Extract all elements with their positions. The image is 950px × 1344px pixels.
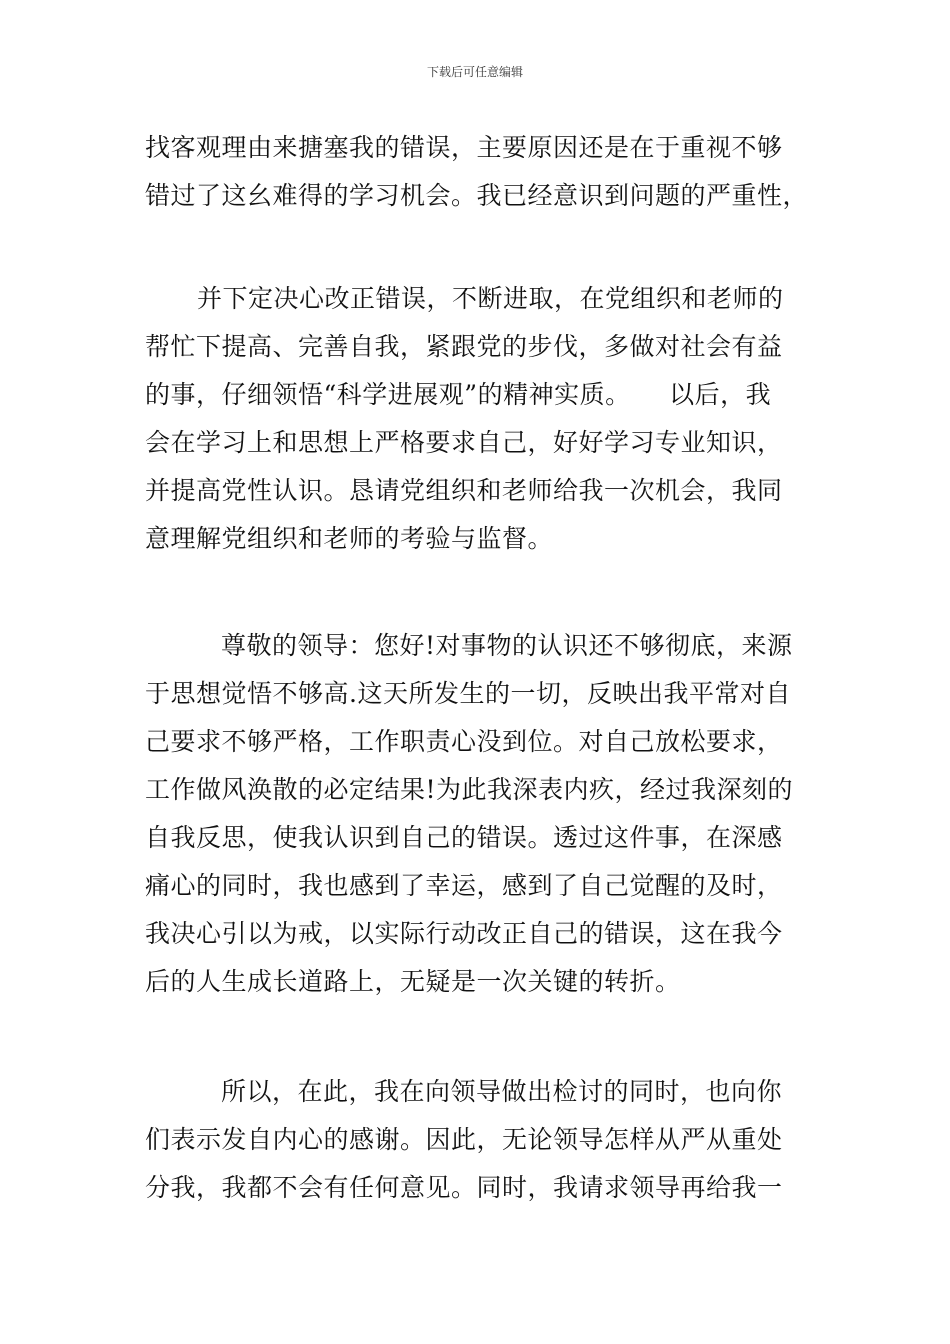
paragraph-line: 意理解党组织和老师的考验与监督。 <box>145 524 554 553</box>
paragraph-line: 找客观理由来搪塞我的错误，主要原因还是在于重视不够 <box>145 133 783 162</box>
paragraph-2 <box>145 275 825 563</box>
paragraph-line: 痛心的同时，我也感到了幸运，感到了自己觉醒的及时， <box>145 871 783 900</box>
paragraph-4 <box>145 1068 825 1212</box>
paragraph-line: 后的人生成长道路上，无疑是一次关键的转折。 <box>145 967 681 996</box>
paragraph-line: 的事，仔细领悟“科学进展观”的精神实质。 以后，我 <box>145 380 772 409</box>
paragraph-line: 己要求不够严格，工作职责心没到位。对自己放松要求， <box>145 727 783 756</box>
paragraph-line: 工作做风涣散的必定结果!为此我深表内疚，经过我深刻的 <box>145 775 794 804</box>
paragraph-line: 尊敬的领导：您好!对事物的认识还不够彻底，来源 <box>221 631 793 660</box>
paragraph-line: 并下定决心改正错误，不断进取，在党组织和老师的 <box>197 284 784 313</box>
paragraph-line: 分我，我都不会有任何意见。同时，我请求领导再给我一 <box>145 1173 783 1202</box>
paragraph-1 <box>145 124 825 220</box>
paragraph-line: 会在学习上和思想上严格要求自己，好好学习专业知识， <box>145 428 783 457</box>
paragraph-line: 们表示发自内心的感谢。因此，无论领导怎样从严从重处 <box>145 1125 783 1154</box>
paragraph-line: 并提高党性认识。恳请党组织和老师给我一次机会，我同 <box>145 476 783 505</box>
paragraph-line: 所以，在此，我在向领导做出检讨的同时，也向你 <box>221 1077 783 1106</box>
paragraph-line: 于思想觉悟不够高.这天所发生的一切，反映出我平常对自 <box>145 679 791 708</box>
paragraph-line: 帮忙下提高、完善自我，紧跟党的步伐，多做对社会有益 <box>145 332 783 361</box>
paragraph-3 <box>145 622 825 1006</box>
paragraph-line: 自我反思，使我认识到自己的错误。透过这件事，在深感 <box>145 823 783 852</box>
header-note: 下载后可任意编辑 <box>426 65 523 79</box>
paragraph-line: 我决心引以为戒，以实际行动改正自己的错误，这在我今 <box>145 919 783 948</box>
paragraph-line: 错过了这幺难得的学习机会。我已经意识到问题的严重性， <box>145 181 809 210</box>
